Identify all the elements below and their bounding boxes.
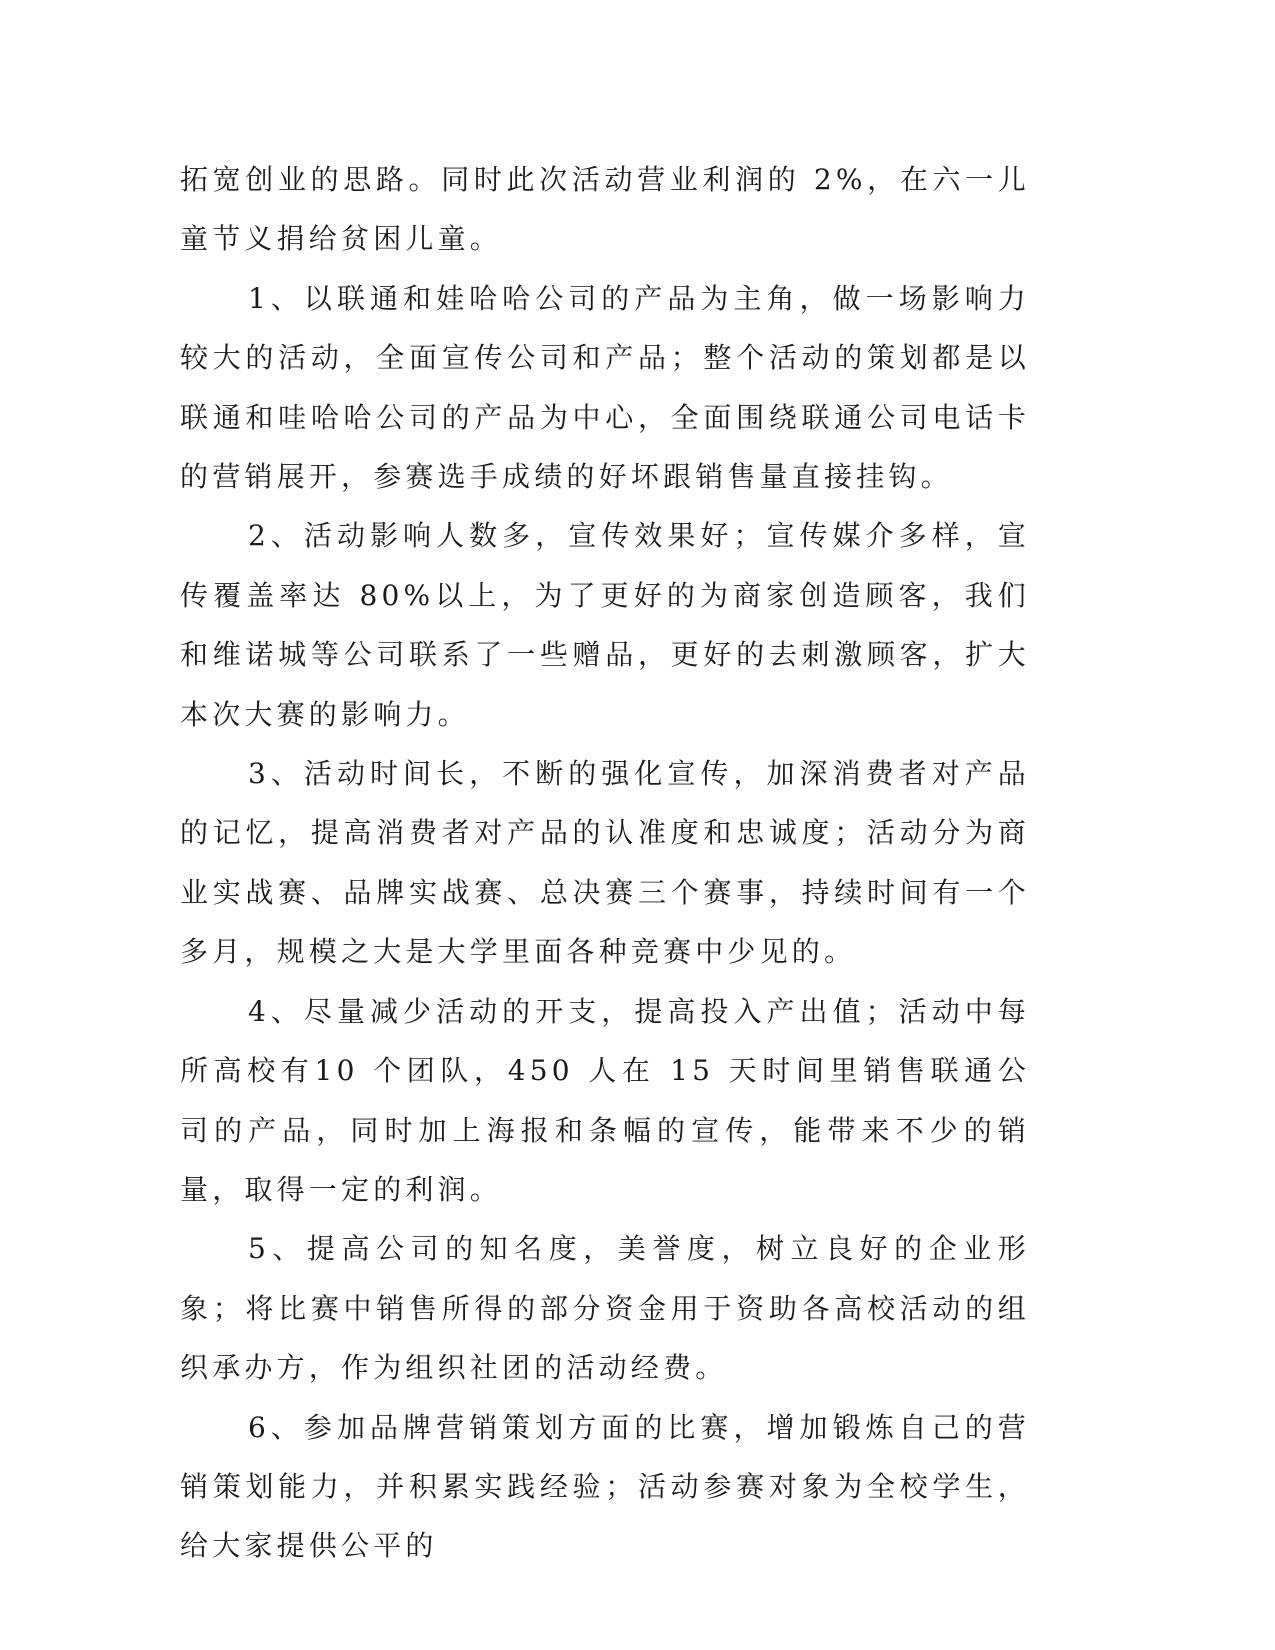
paragraph-point-4: 4、尽量减少活动的开支，提高投入产出值；活动中每所高校有10 个团队，450 人在 15 天时间里销售联通公司的产品，同时加上海报和条幅的宣传，能带来不少的销量，取得一定的利润。 (180, 994, 1030, 1206)
paragraph-point-5: 5、提高公司的知名度，美誉度，树立良好的企业形象；将比赛中销售所得的部分资金用于资助各高校活动的组织承办方，作为组织社团的活动经费。 (180, 1232, 1030, 1385)
paragraph-point-2: 2、活动影响人数多，宣传效果好；宣传媒介多样，宣传覆盖率达 80%以上，为了更好的为商家创造顾客，我们和维诺城等公司联系了一些赠品，更好的去刺激顾客，扩大本次大赛的影响力。 (180, 519, 1030, 731)
paragraph-intro-continuation: 拓宽创业的思路。同时此次活动营业利润的 2%，在六一儿童节义捐给贫困儿童。 (180, 163, 1030, 256)
document-body (180, 150, 1030, 1576)
paragraph-point-3: 3、活动时间长，不断的强化宣传，加深消费者对产品的记忆，提高消费者对产品的认准度和忠诚度；活动分为商业实战赛、品牌实战赛、总决赛三个赛事，持续时间有一个多月，规模之大是大学里面各种竞赛中少见的。 (180, 757, 1030, 969)
paragraph-point-6: 6、参加品牌营销策划方面的比赛，增加锻炼自己的营销策划能力，并积累实践经验；活动参赛对象为全校学生，给大家提供公平的 (180, 1410, 1030, 1563)
paragraph-point-1: 1、以联通和娃哈哈公司的产品为主角，做一场影响力较大的活动，全面宣传公司和产品；整个活动的策划都是以联通和哇哈哈公司的产品为中心，全面围绕联通公司电话卡的营销展开，参赛选手成绩的好坏跟销售量直接挂钩。 (180, 281, 1030, 494)
